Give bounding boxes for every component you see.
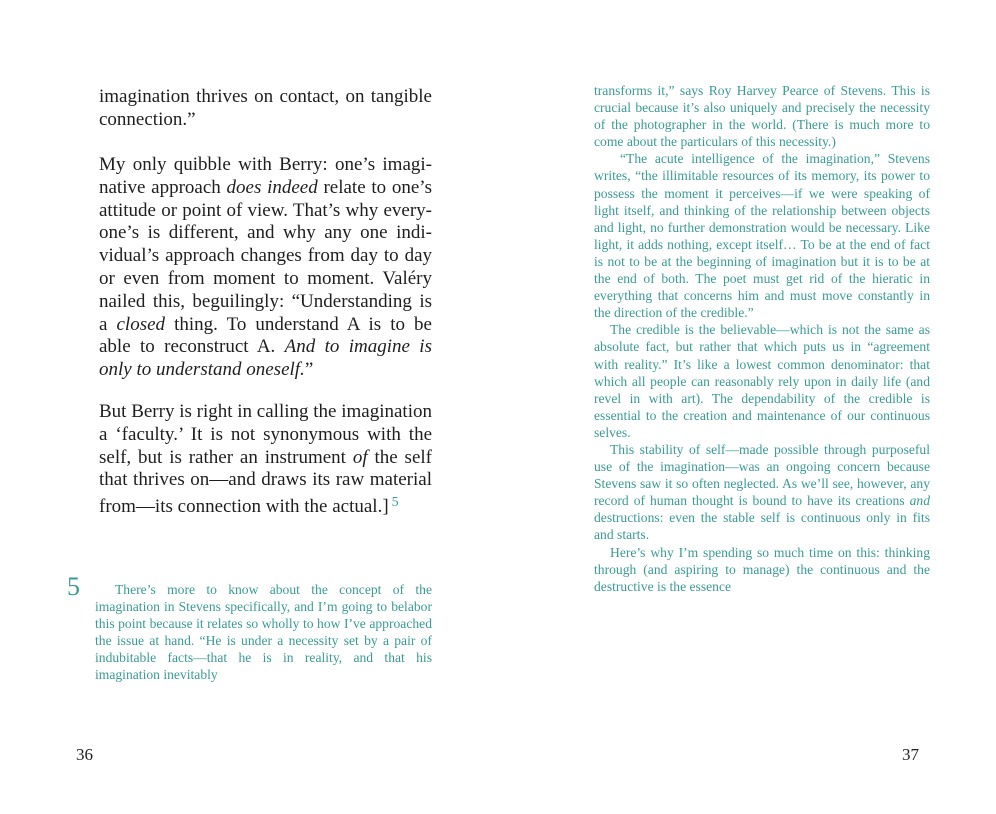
footnote-number: 5 bbox=[67, 572, 80, 601]
footnote-paragraph: transforms it,” says Roy Harvey Pearce of Stevens. This is crucial because it’s also uniquely and precisely the necessity of the photographer in the world. (There is much more to come about the particulars of this necessity.) bbox=[594, 83, 930, 150]
footnote-reference[interactable]: 5 bbox=[391, 495, 399, 511]
footnote-paragraph: “The acute intelligence of the imagination,” Stevens writes, “the illimitable resources of its memory, its power to possess the moment it perceives—if we were speaking of light itself, and thinking of the relationship between objects and light, no further demonstration would be necessary. Like light, it adds nothing, except itself… To be at the end of fact is not to be at the beginning of imagination but it is to be at the end of both. The poet must get rid of the hieratic in everything that concerns him and must move constantly in the direction of the credible.” bbox=[594, 151, 930, 321]
footnote-continuation bbox=[594, 82, 930, 595]
body-paragraph: My only quibble with Berry: one’s imaginative approach does indeed relate to one’s attitude or point of view. That’s why everyone’s is different, and why any one individual’s approach changes from day to day or even from moment to moment. Valéry nailed this, beguilingly: “Understanding is a closed thing. To understand A is to be able to reconstruct A. And to imagine is only to understand oneself.” bbox=[99, 154, 432, 381]
footnote-paragraph: The credible is the believable—which is not the same as absolute fact, but rather that which puts us in “agreement with reality.” It’s like a lowest common denominator: that which all people can reasonably rely upon in daily life (and revel in with art). The dependability of the credible is essential to the creation and maintenance of our continuous selves. bbox=[594, 322, 930, 440]
footnote-paragraph: This stability of self—made possible through purposeful use of the imagination—was an ongoing concern because Stevens saw it so often neglected. As we’ll see, however, any record of human thought is bound to have its creations and destructions: even the stable self is continuous only in fits and starts. bbox=[594, 441, 930, 543]
body-paragraph: But Berry is right in calling the imagination a ‘faculty.’ It is not synonymous with the self, but is rather an instrument of the self that thrives on—and draws its raw material from—its connection with the actual.] $^5$ bbox=[99, 401, 432, 518]
right-page bbox=[498, 0, 996, 814]
page-number: 37 bbox=[902, 745, 919, 764]
body-paragraph: imagination thrives on contact, on tangible connection.” bbox=[99, 86, 432, 130]
footnote-paragraph: Here’s why I’m spending so much time on this: thinking through (and aspiring to manage) the continuous and the destructive is the essence bbox=[594, 544, 930, 594]
footnote-text: There’s more to know about the concept of the imagination in Stevens specifically, and I’m going to belabor this point because it relates so wholly to how I’ve approached the issue at hand. “He is under a necessity set by a pair of indubitable facts—that he is in reality, and that his imagination inevitably bbox=[95, 582, 432, 683]
page-number: 36 bbox=[76, 745, 93, 764]
